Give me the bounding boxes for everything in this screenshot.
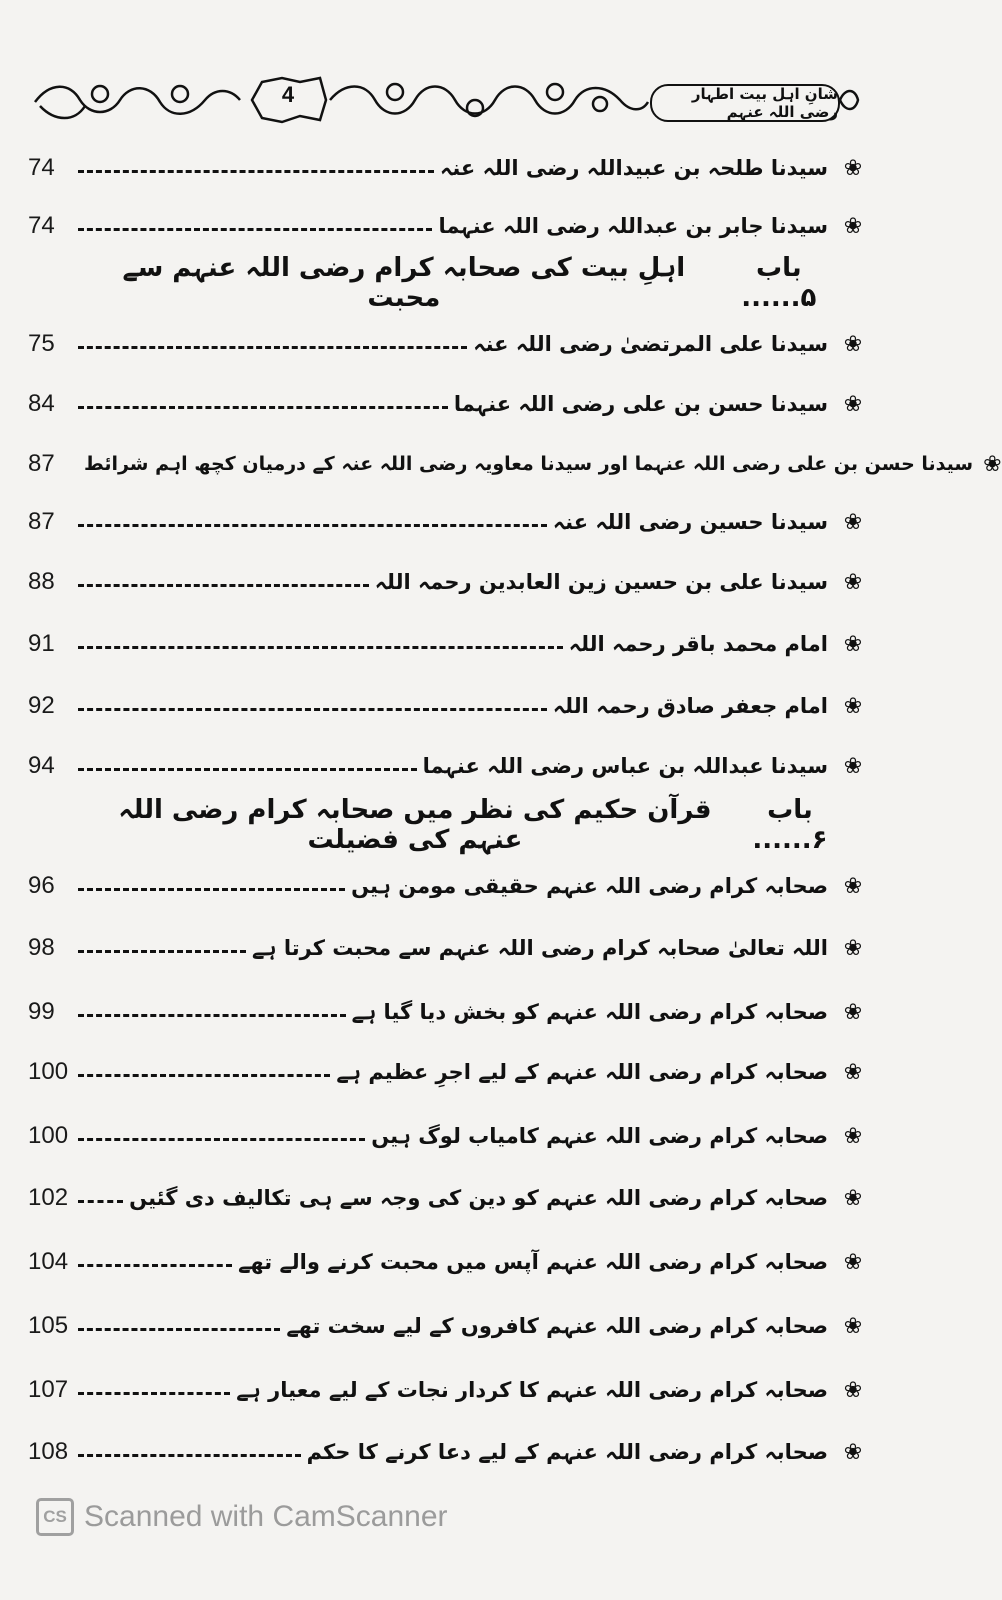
flower-bullet-icon: ❀ [843,331,863,357]
flower-bullet-icon: ❀ [843,569,863,595]
entry-title: سیدنا حسن بن علی رضی اللہ عنہما اور سیدنا معاویہ رضی اللہ عنہ کے درمیان کچھ اہم شرائط [84,453,974,475]
entry-title: صحابہ کرام رضی اللہ عنہم کو بخش دیا گیا ہے [351,1000,828,1024]
leader-dots [78,1074,330,1077]
chapter-label: باب ۵...... [741,253,817,313]
entry-title: صحابہ کرام رضی اللہ عنہم آپس میں محبت کرنے والے تھے [238,1250,828,1274]
page-ref: 88 [28,568,55,595]
page-ref: 108 [28,1438,69,1465]
toc-entry [28,686,868,726]
chapter-title: قرآن حکیم کی نظر میں صحابہ کرام رضی اللہ عنہم کی فضیلت [118,795,712,855]
entry-title: امام جعفر صادق رحمہ اللہ [552,694,828,718]
entry-title: صحابہ کرام رضی اللہ عنہم کے لیے اجرِ عظیم ہے [336,1060,828,1084]
flower-bullet-icon: ❀ [843,1059,863,1085]
leader-dots [78,1392,230,1395]
toc-entry [28,1242,868,1282]
toc-entry [28,992,868,1032]
leader-dots [78,768,417,771]
leader-dots [78,646,563,649]
leader-dots [78,524,547,527]
page-ref: 102 [28,1184,69,1211]
toc-entry [28,1052,868,1092]
leader-dots [78,1138,365,1141]
chapter-heading [100,795,840,855]
page-ref: 100 [28,1122,69,1149]
entry-title: صحابہ کرام رضی اللہ عنہم کا کردار نجات کے لیے معیار ہے [236,1378,828,1402]
leader-dots [78,1200,123,1203]
toc-entry [28,324,868,364]
page-ref: 104 [28,1248,69,1275]
toc-entry [28,866,868,906]
leader-dots [78,170,434,173]
toc-entry [28,384,868,424]
flower-bullet-icon: ❀ [843,693,863,719]
leader-dots [78,1014,346,1017]
entry-title: صحابہ کرام رضی اللہ عنہم کامیاب لوگ ہیں [371,1124,828,1148]
page-ref: 74 [28,154,55,181]
entry-title: اللہ تعالیٰ صحابہ کرام رضی اللہ عنہم سے محبت کرتا ہے [251,936,828,960]
entry-title: امام محمد باقر رحمہ اللہ [568,632,828,656]
entry-title: سیدنا جابر بن عبداللہ رضی اللہ عنہما [438,214,828,238]
chapter-label: باب ۶...... [752,795,828,855]
watermark-text: Scanned with CamScanner [84,1500,448,1533]
flower-bullet-icon: ❀ [843,935,863,961]
toc-entry [28,1432,868,1472]
leader-dots [78,888,345,891]
toc-entry [28,1116,868,1156]
toc-entry [28,1306,868,1346]
toc-entry [28,928,868,968]
flower-bullet-icon: ❀ [843,999,863,1025]
leader-dots [78,1454,301,1457]
entry-title: صحابہ کرام رضی اللہ عنہم کو دین کی وجہ سے ہی تکالیف دی گئیں [129,1186,828,1210]
leader-dots [78,1264,232,1267]
page-ref: 99 [28,998,55,1025]
toc-entry [28,206,868,246]
toc-entry [28,444,1002,484]
flower-bullet-icon: ❀ [843,1313,863,1339]
page-header-ornament [30,72,860,128]
leader-dots [78,708,547,711]
toc-entry [28,562,868,602]
page-ref: 91 [28,630,55,657]
flower-bullet-icon: ❀ [843,753,863,779]
flower-bullet-icon: ❀ [843,1185,863,1211]
flower-bullet-icon: ❀ [843,155,863,181]
flower-bullet-icon: ❀ [843,1439,863,1465]
flower-bullet-icon: ❀ [843,391,863,417]
entry-title: سیدنا عبداللہ بن عباس رضی اللہ عنہما [422,754,828,778]
flower-bullet-icon: ❀ [843,631,863,657]
entry-title: سیدنا علی المرتضیٰ رضی اللہ عنہ [473,332,828,356]
entry-title: صحابہ کرام رضی اللہ عنہم حقیقی مومن ہیں [351,874,828,898]
page-ref: 87 [28,450,55,477]
page-ref: 100 [28,1058,69,1085]
leader-dots [78,346,467,349]
camscanner-watermark [36,1496,448,1538]
camscanner-logo-icon: CS [36,1498,74,1536]
entry-title: سیدنا حسین رضی اللہ عنہ [552,510,828,534]
page-ref: 94 [28,752,55,779]
chapter-title: اہلِ بیت کی صحابہ کرام رضی اللہ عنہم سے محبت [122,253,686,313]
entry-title: سیدنا علی بن حسین زین العابدین رحمہ اللہ [374,570,828,594]
flower-bullet-icon: ❀ [843,1377,863,1403]
toc-entry [28,746,868,786]
leader-dots [78,1328,280,1331]
page-ref: 74 [28,212,55,239]
page-ref: 105 [28,1312,69,1339]
page-ref: 87 [28,508,55,535]
page-ref: 107 [28,1376,69,1403]
entry-title: صحابہ کرام رضی اللہ عنہم کے لیے دعا کرنے کا حکم [306,1440,828,1464]
page-ref: 98 [28,934,55,961]
flower-bullet-icon: ❀ [843,873,863,899]
entry-title: سیدنا طلحہ بن عبیداللہ رضی اللہ عنہ [440,156,828,180]
page-number: 4 [281,82,295,107]
flower-bullet-icon: ❀ [843,1123,863,1149]
toc-entry [28,1178,868,1218]
chapter-heading [100,253,840,313]
page-ref: 75 [28,330,55,357]
flower-bullet-icon: ❀ [843,213,863,239]
flower-bullet-icon: ❀ [843,509,863,535]
leader-dots [78,406,448,409]
toc-entry [28,502,868,542]
toc-entry [28,148,868,188]
toc-entry [28,624,868,664]
page-ref: 96 [28,872,55,899]
flower-bullet-icon: ❀ [983,451,1002,477]
leader-dots [78,950,246,953]
flower-bullet-icon: ❀ [843,1249,863,1275]
page-ref: 92 [28,692,55,719]
leader-dots [78,584,369,587]
entry-title: صحابہ کرام رضی اللہ عنہم کافروں کے لیے سخت تھے [286,1314,828,1338]
page-ref: 84 [28,390,55,417]
book-title: شانِ اہل بیت اطہار رضی اللہ عنہم [650,84,840,122]
entry-title: سیدنا حسن بن علی رضی اللہ عنہما [453,392,828,416]
leader-dots [78,228,432,231]
toc-entry [28,1370,868,1410]
